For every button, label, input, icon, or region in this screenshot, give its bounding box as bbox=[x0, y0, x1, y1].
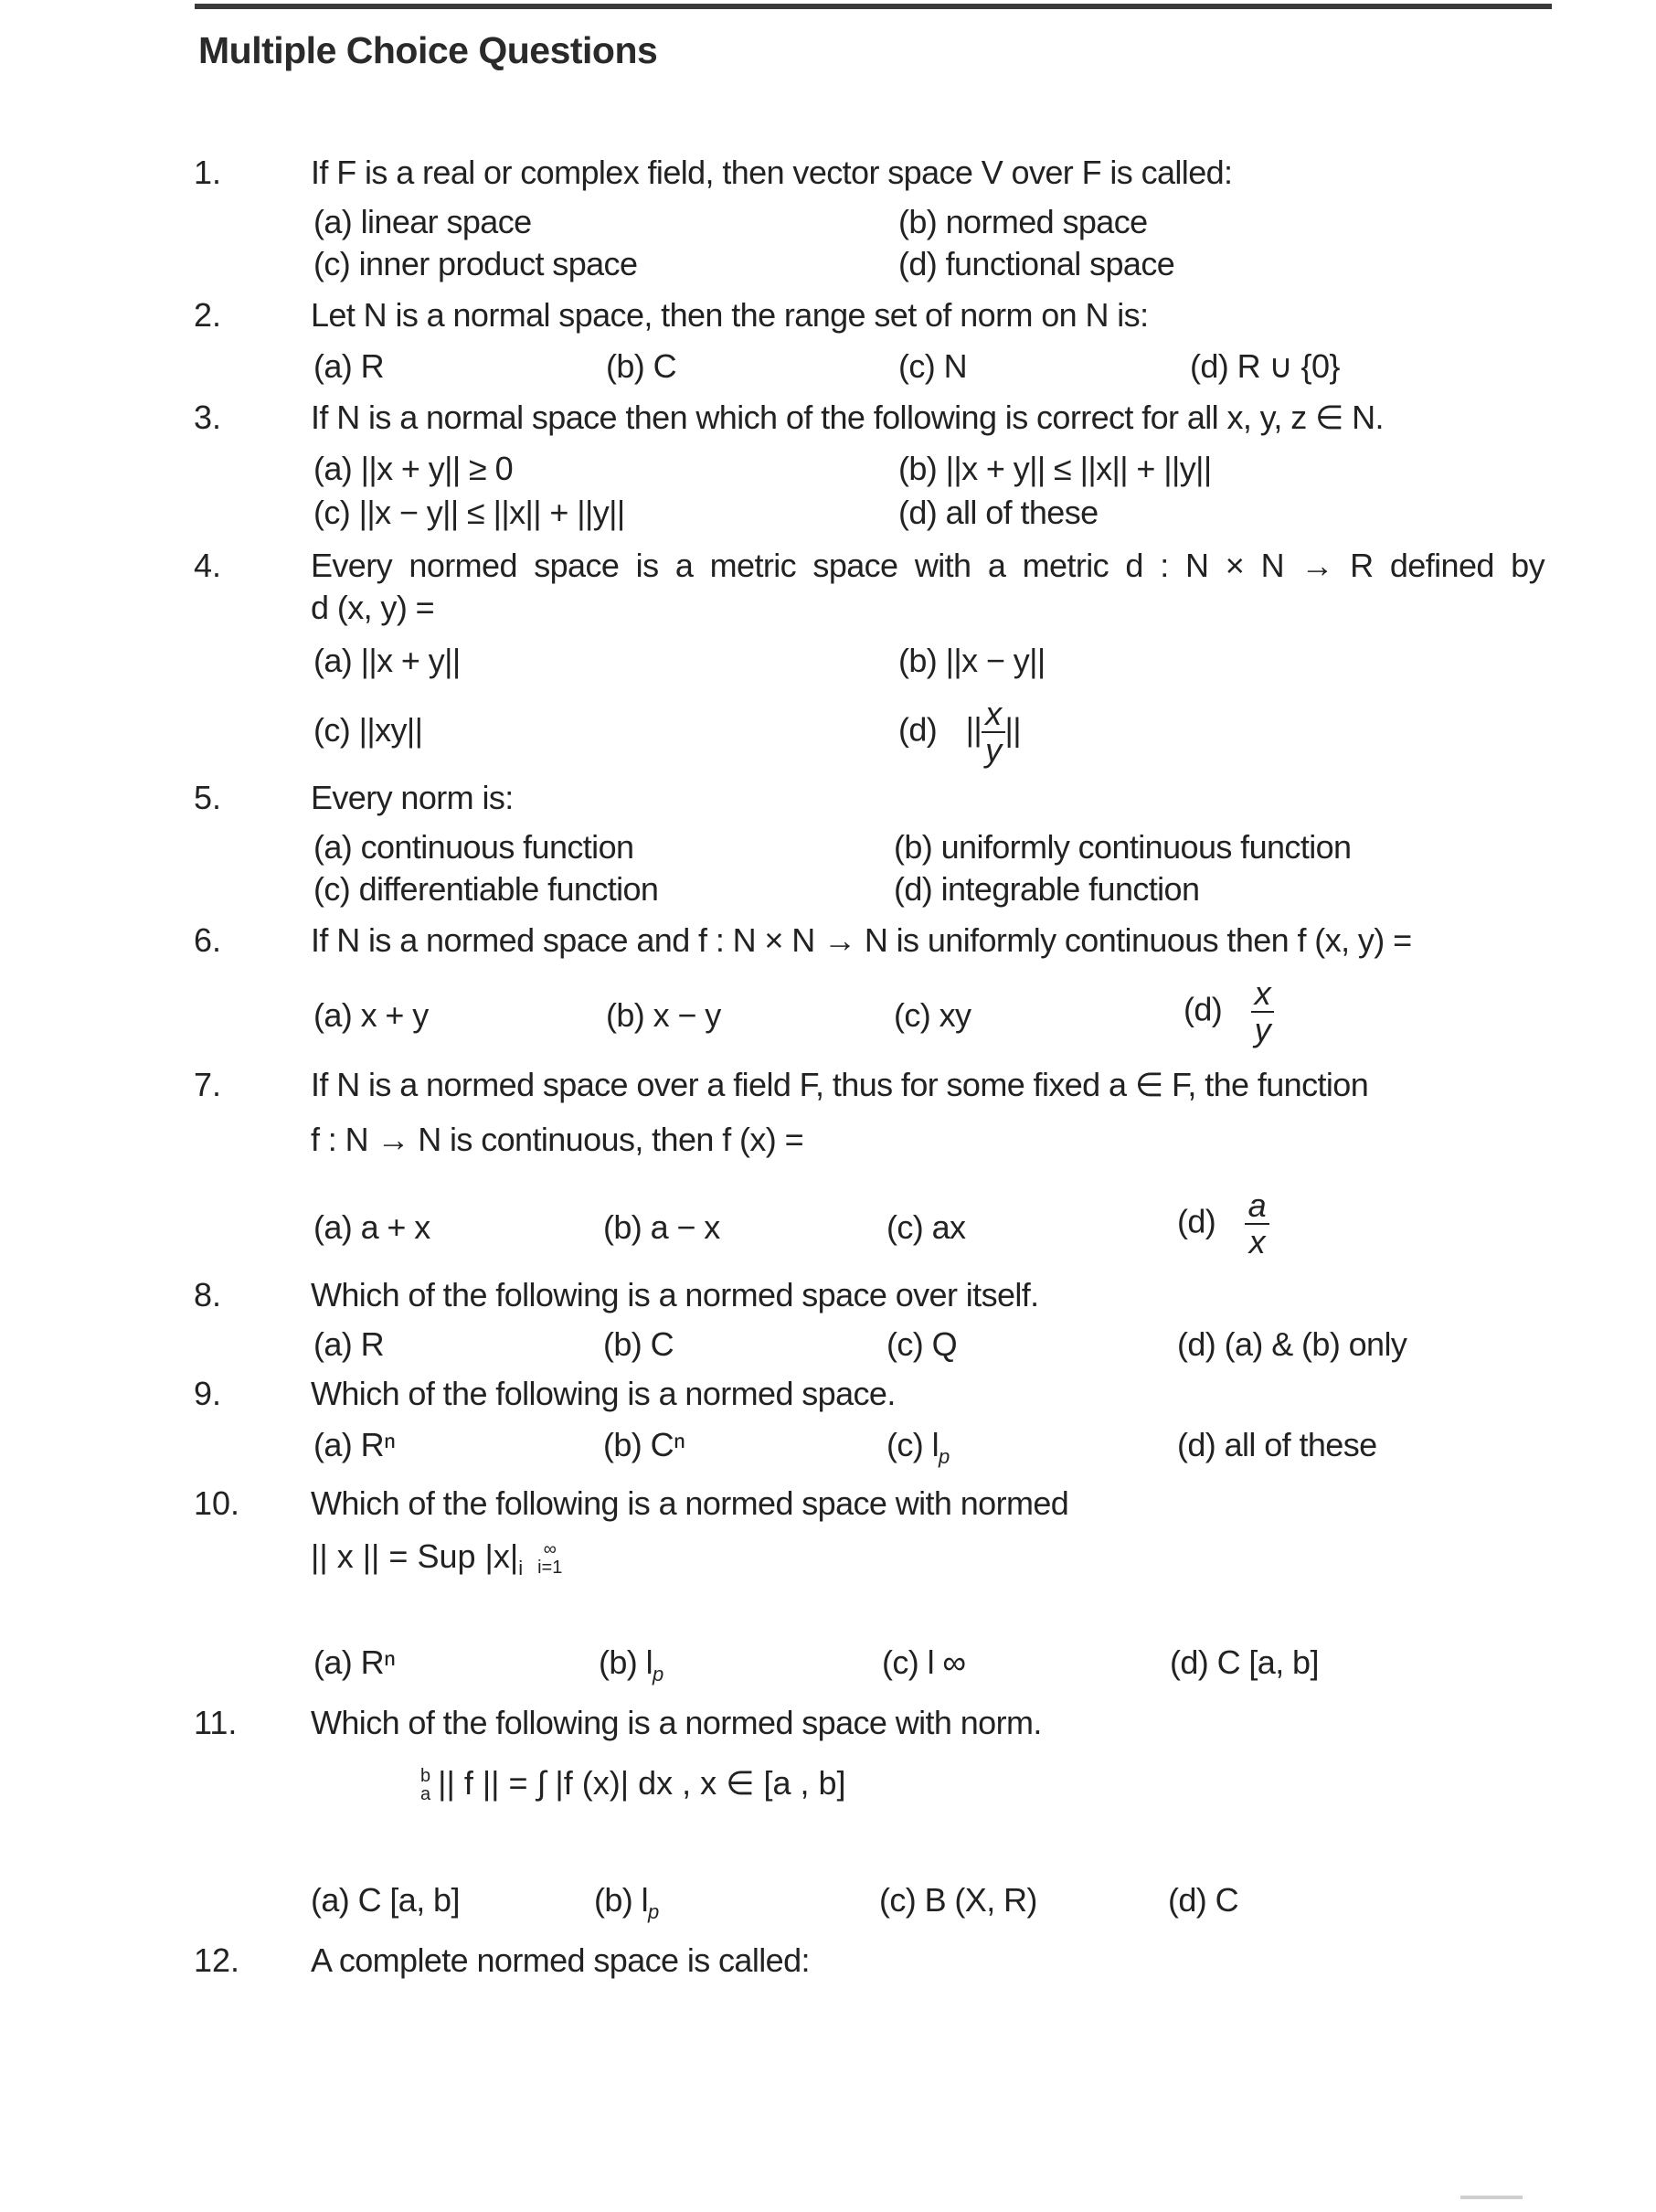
fraction: $\frac{a}{x}$ bbox=[1245, 1188, 1269, 1260]
question-text: Every normed space is a metric space with a metric d : N × N → R defined by bbox=[311, 547, 1545, 584]
option-a[interactable]: (a) R bbox=[313, 1325, 384, 1363]
option-b[interactable]: (b) normed space bbox=[898, 203, 1148, 240]
option-label: (d) bbox=[1177, 1202, 1216, 1240]
integral-formula: b a || f || = ∫ |f (x)| dx , x ∈ [a , b] bbox=[420, 1764, 846, 1805]
question-number: 8. bbox=[194, 1276, 222, 1313]
option-label: (d) bbox=[1184, 990, 1223, 1028]
option-d[interactable]: (d) functional space bbox=[898, 245, 1175, 282]
option-c[interactable]: (c) ||x − y|| ≤ ||x|| + ||y|| bbox=[313, 494, 625, 531]
option-a[interactable]: (a) Rⁿ bbox=[313, 1426, 396, 1463]
option-b[interactable]: (b) C bbox=[606, 347, 676, 385]
option-a[interactable]: (a) ||x + y|| bbox=[313, 642, 461, 679]
page-heading: Multiple Choice Questions bbox=[198, 29, 658, 71]
question-text: If F is a real or complex field, then vector space V over F is called: bbox=[311, 154, 1233, 191]
option-a[interactable]: (a) a + x bbox=[313, 1208, 430, 1246]
question-text: A complete normed space is called: bbox=[311, 1941, 810, 1979]
question-text: If N is a normed space and f : N × N → N is uniformly continuous then f (x, y) = bbox=[311, 921, 1412, 959]
option-c[interactable]: (c) inner product space bbox=[313, 245, 638, 282]
fraction: $\frac{x}{y}$ bbox=[982, 697, 1004, 768]
option-c[interactable]: (c) Q bbox=[886, 1325, 957, 1363]
option-c[interactable]: (c) xy bbox=[894, 996, 971, 1034]
option-c[interactable]: (c) ||xy|| bbox=[313, 711, 423, 749]
option-a[interactable]: (a) R bbox=[313, 347, 384, 385]
option-b[interactable]: (b) x − y bbox=[606, 996, 721, 1034]
option-a[interactable]: (a) ||x + y|| ≥ 0 bbox=[313, 450, 514, 487]
option-c[interactable]: (c) l ∞ bbox=[882, 1643, 966, 1681]
question-text: If N is a normed space over a field F, thus for some fixed a ∈ F, the function bbox=[311, 1066, 1369, 1103]
question-text: If N is a normal space then which of the following is correct for all x, y, z ∈ N. bbox=[311, 399, 1384, 436]
option-b[interactable]: (b) uniformly continuous function bbox=[894, 828, 1352, 866]
option-c[interactable]: (c) differentiable function bbox=[313, 870, 659, 908]
footer-mark bbox=[1460, 2196, 1523, 2199]
question-number: 10. bbox=[194, 1484, 240, 1522]
option-a[interactable]: (a) C [a, b] bbox=[311, 1881, 460, 1919]
question-number: 1. bbox=[194, 154, 222, 191]
option-b[interactable]: (b) C bbox=[603, 1325, 674, 1363]
option-c[interactable]: (c) ax bbox=[886, 1208, 966, 1246]
question-text-continued: d (x, y) = bbox=[311, 589, 435, 626]
question-number: 4. bbox=[194, 547, 222, 584]
question-text: Which of the following is a normed space. bbox=[311, 1375, 896, 1412]
option-c[interactable]: (c) B (X, R) bbox=[879, 1881, 1037, 1919]
option-d[interactable] bbox=[1184, 976, 1274, 1048]
option-d[interactable]: (d) all of these bbox=[1177, 1426, 1377, 1463]
option-b[interactable]: (b) ||x + y|| ≤ ||x|| + ||y|| bbox=[898, 450, 1212, 487]
question-number: 12. bbox=[194, 1941, 240, 1979]
question-text: Every norm is: bbox=[311, 779, 514, 816]
question-text: Which of the following is a normed space over itself. bbox=[311, 1276, 1039, 1313]
norm-formula: || x || = Sup $|x|_i$ ∞ i=1 bbox=[311, 1537, 563, 1580]
option-d[interactable] bbox=[1177, 1188, 1269, 1260]
option-b[interactable]: (b) ||x − y|| bbox=[898, 642, 1046, 679]
question-number: 11. bbox=[194, 1704, 238, 1741]
option-d[interactable]: (d) C [a, b] bbox=[1170, 1643, 1319, 1681]
option-a[interactable]: (a) x + y bbox=[313, 996, 429, 1034]
option-b[interactable]: (b) $l_p$ bbox=[594, 1881, 659, 1924]
option-d[interactable]: (d) integrable function bbox=[894, 870, 1200, 908]
option-d[interactable]: (d) || $\frac{x}{y}$ || bbox=[898, 695, 1022, 769]
option-c[interactable]: (c) N bbox=[898, 347, 967, 385]
question-text-continued: f : N → N is continuous, then f (x) = bbox=[311, 1121, 804, 1158]
question-text: Let N is a normal space, then the range set of norm on N is: bbox=[311, 296, 1149, 334]
question-text: Which of the following is a normed space with normed bbox=[311, 1484, 1069, 1522]
question-number: 3. bbox=[194, 399, 222, 436]
option-b[interactable]: (b) Cⁿ bbox=[603, 1426, 685, 1463]
option-b[interactable]: (b) $l_p$ bbox=[599, 1643, 663, 1686]
question-text: Which of the following is a normed space with norm. bbox=[311, 1704, 1042, 1741]
option-d[interactable]: (d) R ∪ {0} bbox=[1190, 347, 1340, 385]
option-b[interactable]: (b) a − x bbox=[603, 1208, 720, 1246]
option-a[interactable]: (a) Rⁿ bbox=[313, 1643, 396, 1681]
option-d[interactable]: (d) (a) & (b) only bbox=[1177, 1325, 1407, 1363]
question-number: 6. bbox=[194, 921, 222, 959]
fraction: $\frac{x}{y}$ bbox=[1251, 976, 1274, 1048]
question-number: 9. bbox=[194, 1375, 222, 1412]
option-d[interactable]: (d) C bbox=[1168, 1881, 1238, 1919]
option-c[interactable]: (c) $l_p$ bbox=[886, 1426, 950, 1469]
option-d[interactable]: (d) all of these bbox=[898, 494, 1099, 531]
option-label: (d) bbox=[898, 710, 938, 749]
question-number: 7. bbox=[194, 1066, 222, 1103]
question-number: 5. bbox=[194, 779, 222, 816]
option-a[interactable]: (a) continuous function bbox=[313, 828, 634, 866]
question-number: 2. bbox=[194, 296, 222, 334]
option-a[interactable]: (a) linear space bbox=[313, 203, 532, 240]
